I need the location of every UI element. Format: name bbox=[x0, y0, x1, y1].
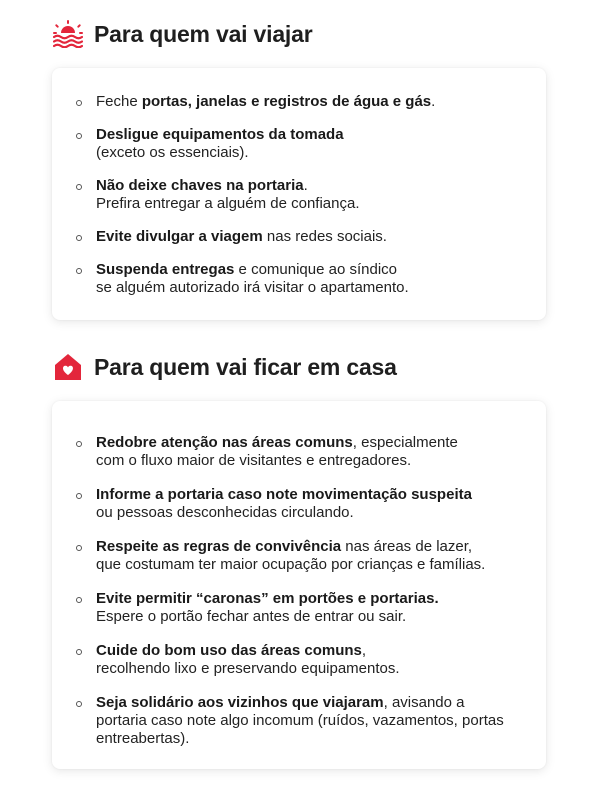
list-item bbox=[76, 434, 522, 470]
home-card bbox=[52, 401, 546, 769]
item-bold: Informe a portaria caso note movimentação suspeita bbox=[96, 486, 472, 503]
item-bold: Desligue equipamentos da tomada bbox=[96, 126, 344, 143]
bullet-icon bbox=[76, 235, 82, 241]
list-item bbox=[76, 642, 522, 678]
item-text: Espere o portão fechar antes de entrar ou sair. bbox=[96, 608, 407, 625]
item-text: , bbox=[361, 642, 367, 659]
bullet-icon bbox=[76, 133, 82, 139]
item-text: (exceto os essenciais). bbox=[96, 144, 249, 161]
item-text: ou pessoas desconhecidas circulando. bbox=[96, 504, 354, 521]
travel-heading bbox=[52, 18, 312, 50]
list-item bbox=[76, 228, 522, 246]
house-heart-icon bbox=[52, 351, 84, 383]
home-title: Para quem vai ficar em casa bbox=[94, 353, 397, 380]
item-text: que costumam ter maior ocupação por crianças e famílias. bbox=[96, 556, 486, 573]
item-text: se alguém autorizado irá visitar o apartamento. bbox=[96, 279, 409, 296]
list-item bbox=[76, 486, 522, 522]
bullet-icon bbox=[76, 184, 82, 190]
bullet-icon bbox=[76, 597, 82, 603]
item-text: Feche bbox=[96, 93, 142, 110]
item-bold: Evite divulgar a viagem bbox=[96, 228, 263, 245]
bullet-icon bbox=[76, 441, 82, 447]
item-text: nas áreas de lazer, bbox=[341, 538, 473, 555]
item-text: recolhendo lixo e preservando equipamentos. bbox=[96, 660, 400, 677]
item-bold: Respeite as regras de convivência bbox=[96, 538, 342, 555]
bullet-icon bbox=[76, 701, 82, 707]
bullet-icon bbox=[76, 493, 82, 499]
item-text: com o fluxo maior de visitantes e entregadores. bbox=[96, 452, 412, 469]
list-item bbox=[76, 177, 522, 213]
home-heading bbox=[52, 351, 397, 383]
item-bold: Seja solidário aos vizinhos que viajaram bbox=[96, 694, 384, 711]
item-bold: Redobre atenção nas áreas comuns bbox=[96, 434, 353, 451]
sunset-icon bbox=[52, 18, 84, 50]
list-item bbox=[76, 261, 522, 297]
travel-title: Para quem vai viajar bbox=[94, 20, 313, 47]
item-text: e comunique ao síndico bbox=[234, 261, 397, 278]
item-text: Prefira entregar a alguém de confiança. bbox=[96, 195, 360, 212]
item-bold: portas, janelas e registros de água e gás bbox=[141, 93, 432, 110]
bullet-icon bbox=[76, 649, 82, 655]
home-list bbox=[76, 434, 522, 748]
list-item bbox=[76, 126, 522, 162]
list-item bbox=[76, 590, 522, 626]
item-text: . bbox=[303, 177, 308, 194]
travel-card bbox=[52, 68, 546, 320]
bullet-icon bbox=[76, 100, 82, 106]
item-text: , especialmente bbox=[352, 434, 458, 451]
item-text: , avisando a bbox=[383, 694, 465, 711]
item-bold: Não deixe chaves na portaria bbox=[96, 177, 304, 194]
list-item bbox=[76, 93, 522, 111]
item-bold: Evite permitir “caronas” em portões e portarias. bbox=[96, 590, 439, 607]
item-text: portaria caso note algo incomum (ruídos, vazamentos, portas entreabertas). bbox=[96, 712, 504, 747]
travel-list bbox=[76, 93, 522, 297]
bullet-icon bbox=[76, 268, 82, 274]
list-item bbox=[76, 538, 522, 574]
bullet-icon bbox=[76, 545, 82, 551]
item-bold: Cuide do bom uso das áreas comuns bbox=[96, 642, 362, 659]
list-item bbox=[76, 694, 522, 748]
item-bold: Suspenda entregas bbox=[96, 261, 235, 278]
item-text: . bbox=[431, 93, 436, 110]
item-text: nas redes sociais. bbox=[262, 228, 387, 245]
